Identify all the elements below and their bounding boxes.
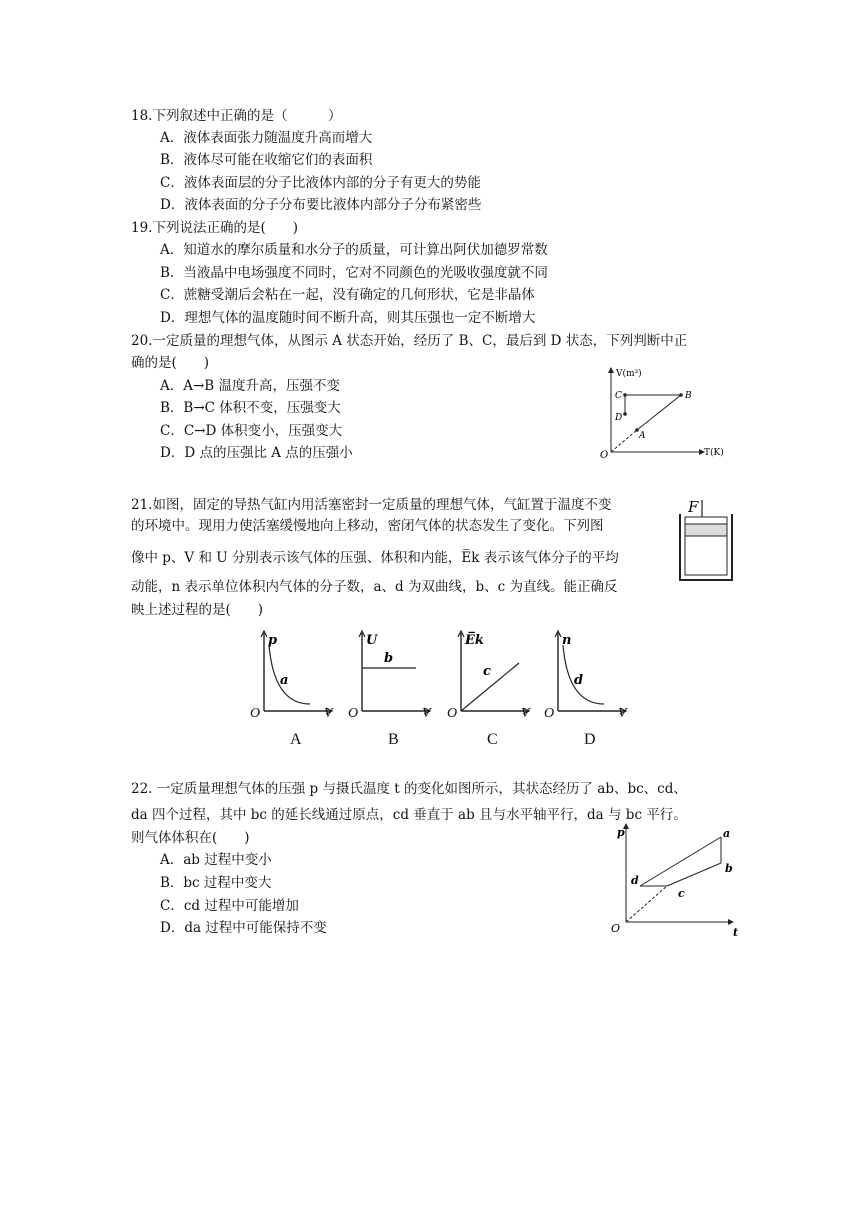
label-c: C: [615, 391, 622, 401]
label-d: d: [631, 874, 639, 887]
q21-stem-line3: 像中 p、V 和 U 分别表示该气体的压强、体积和内能，E̅k 表示该气体分子的平均: [131, 550, 619, 566]
q18-option-b: B．液体尽可能在收缩它们的表面积: [160, 152, 373, 168]
graph-caption: B: [388, 731, 399, 748]
q20-stem-line2: 确的是( ): [131, 355, 210, 371]
q18-stem: 18.下列叙述中正确的是（ ）: [131, 108, 342, 124]
graph-caption: D: [584, 731, 596, 748]
q19-option-a: A．知道水的摩尔质量和水分子的质量，可计算出阿伏加德罗常数: [160, 242, 548, 258]
q20-vt-graph: [596, 362, 736, 462]
q20-option-c: C．C→D 体积变小，压强变大: [160, 423, 343, 439]
curve-label: a: [280, 673, 289, 688]
q22-option-a: A．ab 过程中变小: [160, 852, 272, 868]
q19-option-c: C．蔗糖受潮后会粘在一起，没有确定的几何形状，它是非晶体: [160, 287, 535, 303]
origin-label: O: [544, 706, 555, 721]
point-b: [679, 393, 683, 397]
q20-stem-line1: 20.一定质量的理想气体，从图示 A 状态开始，经历了 B、C，最后到 D 状态，下列判断中正: [131, 333, 688, 349]
p-axis-label: p: [617, 826, 625, 839]
label-b: b: [725, 862, 733, 875]
q22-stem-line1: 22. 一定质量理想气体的压强 p 与摄氏温度 t 的变化如图所示，其状态经历了 ab、bc、cd、: [131, 781, 687, 797]
q22-stem-line3: 则气体体积在( ): [131, 830, 250, 846]
y-label: U: [366, 633, 378, 648]
hyperbola-a: [269, 645, 310, 704]
label-c: c: [678, 887, 685, 900]
q22-option-b: B．bc 过程中变大: [160, 875, 272, 891]
label-b: B: [685, 391, 692, 401]
line-da: [640, 837, 721, 886]
line-ab: [637, 395, 681, 430]
origin-label: O: [447, 706, 458, 721]
q22-option-d: D．da 过程中可能保持不变: [160, 920, 327, 936]
x-label: V: [618, 706, 627, 721]
x-label: V: [521, 706, 530, 721]
dashed-extension: [626, 886, 667, 922]
point-d: [623, 412, 627, 416]
origin-label: O: [348, 706, 359, 721]
t-axis-label: T(K): [704, 448, 724, 458]
q20-option-b: B．B→C 体积不变，压强变大: [160, 400, 341, 416]
q19-stem: 19.下列说法正确的是( ): [131, 220, 299, 236]
line-bc: [667, 863, 721, 886]
hyperbola-d: [563, 645, 604, 704]
curve-label: d: [574, 673, 584, 688]
cylinder-figure: [672, 492, 742, 586]
origin-label: O: [250, 706, 261, 721]
y-label: n: [562, 633, 572, 648]
curve-label: b: [384, 651, 394, 666]
q22-option-c: C．cd 过程中可能增加: [160, 898, 299, 914]
q21-stem-line4: 动能，n 表示单位体积内气体的分子数，a、d 为双曲线，b、c 为直线。能正确反: [131, 579, 618, 595]
dashed-line-oa: [611, 430, 637, 452]
label-d: D: [615, 413, 623, 423]
q21-stem-line1: 21.如图，固定的导热气缸内用活塞密封一定质量的理想气体，气缸置于温度不变: [131, 497, 612, 513]
origin-label: O: [611, 922, 621, 935]
q21-stem-line2: 的环境中。现用力使活塞缓慢地向上移动，密闭气体的状态发生了变化。下列图: [131, 518, 604, 534]
q18-option-c: C．液体表面层的分子比液体内部的分子有更大的势能: [160, 175, 481, 191]
q18-option-a: A．液体表面张力随温度升高而增大: [160, 130, 373, 146]
graph-caption: C: [487, 731, 498, 748]
y-label: p: [268, 633, 278, 648]
piston: [685, 524, 727, 536]
t-axis-label: t: [733, 926, 739, 939]
label-a: A: [639, 431, 646, 441]
q20-option-a: A．A→B 温度升高，压强不变: [160, 378, 341, 394]
curve-label: c: [483, 664, 491, 679]
q18-option-d: D．液体表面的分子分布要比液体内部分子分布紧密些: [160, 197, 482, 213]
label-a: a: [723, 827, 731, 840]
q21-stem-line5: 映上述过程的是( ): [131, 602, 264, 618]
x-label: V: [422, 706, 431, 721]
v-axis-label: V(m³): [616, 369, 642, 379]
q22-pt-graph: [605, 818, 745, 940]
q19-option-b: B．当液晶中电场强度不同时，它对不同颜色的光吸收强度就不同: [160, 265, 548, 281]
y-label: E̅k: [465, 633, 484, 648]
origin-label: O: [600, 450, 609, 461]
q19-option-d: D．理想气体的温度随时间不断升高，则其压强也一定不断增大: [160, 310, 536, 326]
graph-caption: A: [290, 731, 302, 748]
force-label: F: [688, 498, 699, 516]
q20-option-d: D．D 点的压强比 A 点的压强小: [160, 445, 353, 461]
q22-stem-line2: da 四个过程，其中 bc 的延长线通过原点，cd 垂直于 ab 且与水平轴平行，da 与 bc 平行。: [131, 807, 687, 823]
point-c: [623, 393, 627, 397]
x-label: V: [324, 706, 333, 721]
